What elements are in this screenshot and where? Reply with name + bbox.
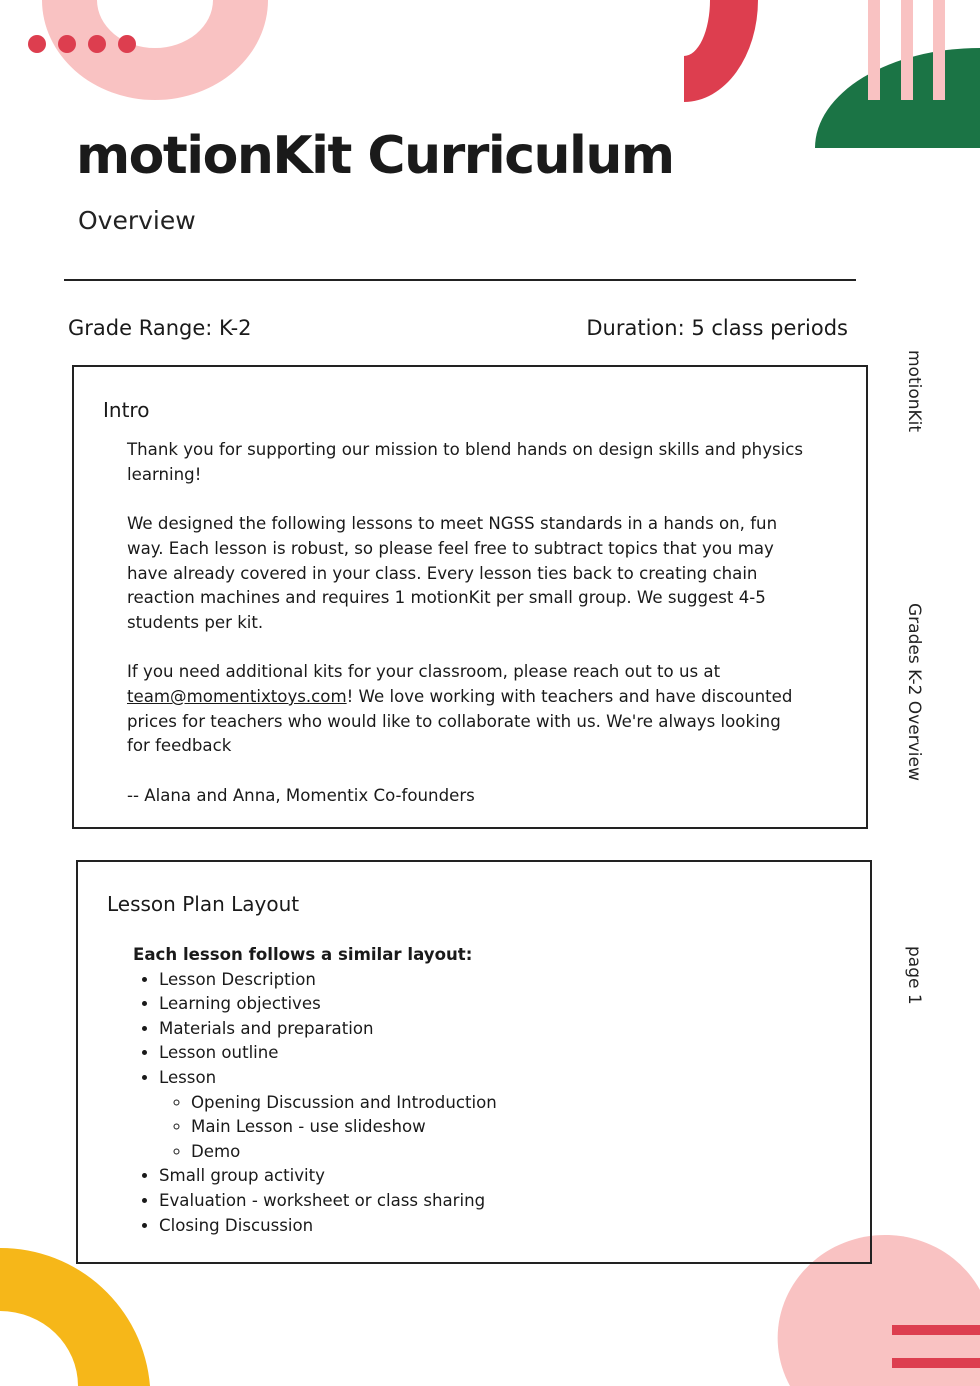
list-item-lesson [159,1066,497,1164]
lesson-layout-body [133,943,497,1238]
lesson-layout-lead: Each lesson follows a similar layout: [133,945,473,964]
intro-paragraph-3-end: ! We love working with teachers and have discounted prices for teachers who would like to collaborate with us. We're always looking for feedback [127,687,793,756]
intro-paragraph-3 [127,660,807,759]
dots-decoration [20,30,150,60]
signature: -- Alana and Anna, Momentix Co-founders [127,785,475,805]
yellow-ring-decoration [0,1248,155,1386]
intro-body [127,438,807,833]
lesson-sub-list [159,1091,497,1165]
list-item: • Lesson Description [159,968,497,993]
list-item-label: Lesson [159,1067,217,1087]
pink-bars-decoration [866,0,946,102]
sub-list-item: ◦ Opening Discussion and Introduction [191,1091,497,1116]
list-item: • Learning objectives [159,992,497,1017]
intro-paragraph-3-start: If you need additional kits for your classroom, please reach out to us at [127,662,721,682]
lesson-layout-section [76,860,872,1264]
sub-list-item: ◦ Main Lesson - use slideshow [191,1115,497,1140]
lesson-layout-heading: Lesson Plan Layout [107,892,300,916]
email-link[interactable]: team@momentixtoys.com [127,687,347,706]
intro-section [72,365,868,829]
side-label-brand: motionKit [904,350,924,433]
duration: Duration: 5 class periods [586,316,848,340]
header-divider [64,279,856,281]
red-stripes-decoration [892,1325,980,1375]
lesson-layout-list [133,968,497,1239]
red-quarter-ring-decoration [684,0,764,105]
page-title: motionKit Curriculum [76,126,674,186]
intro-paragraph-1: Thank you for supporting our mission to blend hands on design skills and physics learning! [127,440,804,484]
list-item: • Lesson outline [159,1041,497,1066]
sub-list-item: ◦ Demo [191,1140,497,1165]
list-item: • Closing Discussion [159,1214,497,1239]
side-label-page: page 1 [904,946,924,1005]
page-subtitle: Overview [78,206,196,235]
intro-heading: Intro [103,398,150,422]
grade-range: Grade Range: K-2 [68,316,252,340]
intro-paragraph-2: We designed the following lessons to meet NGSS standards in a hands on, fun way. Each lesson is robust, so please feel free to subtract topics that you may have already covered in your class. Every lesson ties back to creating chain reaction machines and requires 1 motionKit per small group. We suggest 4-5 students per kit. [127,514,778,632]
list-item: • Evaluation - worksheet or class sharing [159,1189,497,1214]
side-label-section: Grades K-2 Overview [904,603,924,781]
list-item: • Materials and preparation [159,1017,497,1042]
list-item: • Small group activity [159,1164,497,1189]
